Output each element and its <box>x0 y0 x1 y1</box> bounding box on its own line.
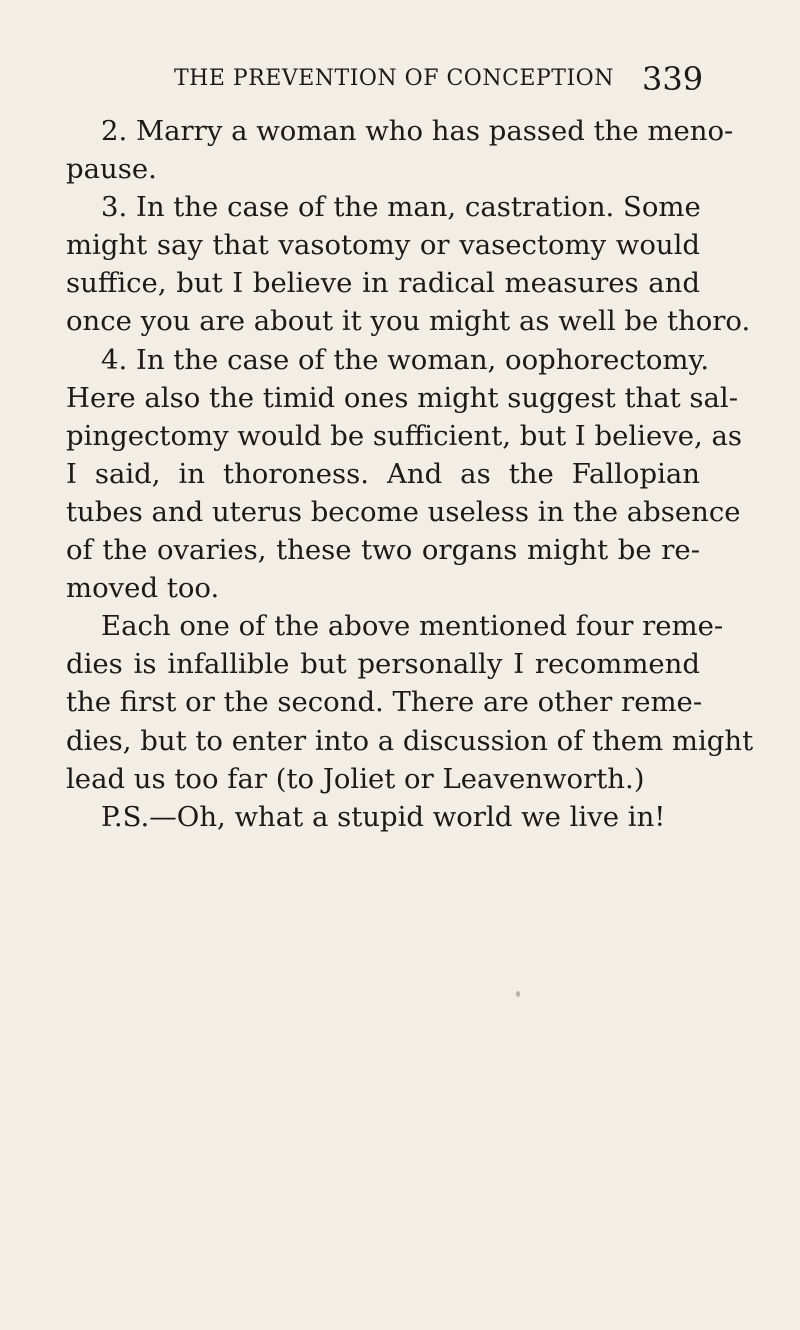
text-line: dies is infallible but personally I recommend <box>66 648 700 681</box>
text-line: dies, but to enter into a discussion of them might <box>66 724 754 757</box>
text-line: pingectomy would be sufficient, but I believe, as <box>66 419 743 452</box>
text-line: suffice, but I believe in radical measures and <box>66 267 700 300</box>
text-line: 4. In the case of the woman, oophorectomy. <box>101 343 710 376</box>
text-line: Here also the timid ones might suggest that sal- <box>66 381 738 414</box>
paper-speck <box>516 991 520 997</box>
text-line: Each one of the above mentioned four reme- <box>101 610 724 643</box>
body-text <box>66 112 754 836</box>
text-line: once you are about it you might as well be thoro. <box>66 305 751 338</box>
page-number: 339 <box>642 60 704 98</box>
text-line: 2. Marry a woman who has passed the meno- <box>101 115 734 147</box>
running-head <box>0 62 800 102</box>
text-line: pause. <box>66 153 157 186</box>
text-line: tubes and uterus become useless in the absence <box>66 495 741 528</box>
text-line: of the ovaries, these two organs might be re- <box>66 534 700 567</box>
text-line: P.S.—Oh, what a stupid world we live in! <box>101 800 666 833</box>
text-line: moved too. <box>66 572 220 605</box>
text-line: might say that vasotomy or vasectomy would <box>66 229 700 262</box>
text-line: lead us too far (to Joliet or Leavenworth.) <box>66 762 645 795</box>
running-title: THE PREVENTION OF CONCEPTION <box>174 66 614 91</box>
text-line: the first or the second. There are other reme- <box>66 686 703 719</box>
text-line: I said, in thoroness. And as the Fallopian <box>66 457 700 490</box>
text-line: 3. In the case of the man, castration. Some <box>101 191 701 224</box>
